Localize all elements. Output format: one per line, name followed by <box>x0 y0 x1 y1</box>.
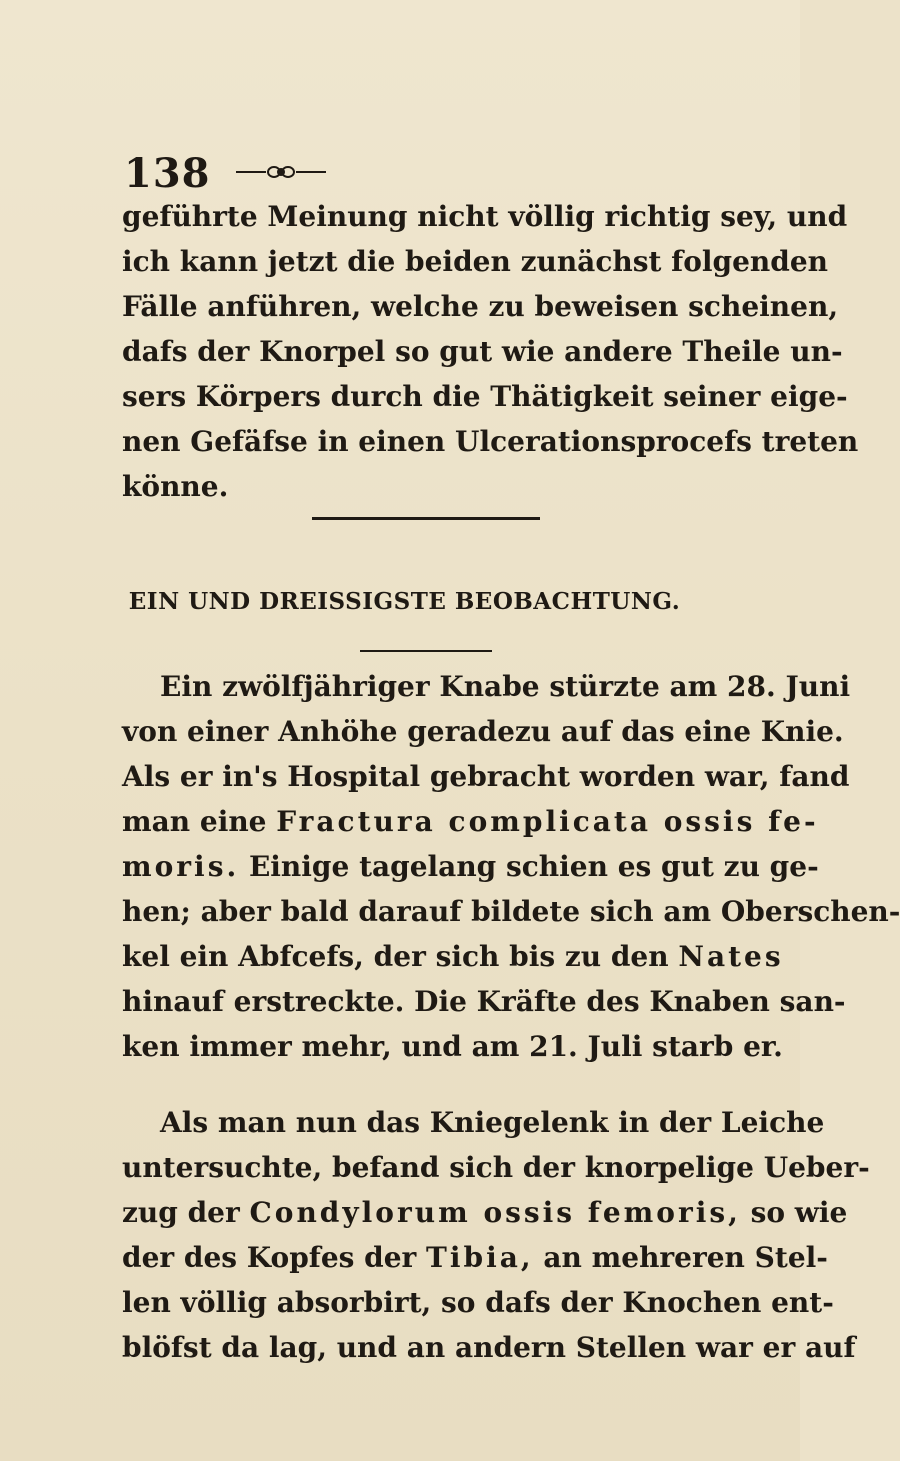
header-ornament <box>236 164 326 180</box>
latin-term: moris. <box>122 850 240 883</box>
text-line: nen Gefäfse in einen Ulcerationsprocefs treten <box>122 425 859 458</box>
text-line: hen; aber bald darauf bildete sich am Oberschen- <box>122 895 900 928</box>
text-span: Einige tagelang schien es gut zu ge- <box>239 850 819 883</box>
latin-term: Condylorum ossis femoris, <box>249 1196 741 1229</box>
text-line: ich kann jetzt die beiden zunächst folgenden <box>122 245 829 278</box>
latin-term: Tibia, <box>426 1241 534 1274</box>
text-span: der des Kopfes der <box>122 1241 427 1274</box>
text-line <box>122 934 784 979</box>
latin-term: Nates <box>678 940 784 973</box>
text-line: ken immer mehr, und am 21. Juli starb er. <box>122 1030 783 1063</box>
text-line: Fälle anführen, welche zu beweisen scheinen, <box>122 290 839 323</box>
text-line: sers Körpers durch die Thätigkeit seiner eige- <box>122 380 848 413</box>
heading-underline <box>360 650 492 652</box>
section-heading: EIN UND DREISSIGSTE BEOBACHTUNG. <box>128 588 681 615</box>
text-line <box>122 799 819 844</box>
text-line <box>122 1190 848 1235</box>
text-line: blöfst da lag, und an andern Stellen war er auf <box>122 1331 856 1364</box>
text-line: len völlig absorbirt, so dafs der Knochen ent- <box>122 1286 834 1319</box>
text-line: Als er in's Hospital gebracht worden war, fand <box>122 760 850 793</box>
text-line <box>122 844 819 889</box>
text-line <box>122 1235 828 1280</box>
text-line: untersuchte, befand sich der knorpelige Ueber- <box>122 1151 870 1184</box>
text-line: könne. <box>122 470 229 503</box>
page-number: 138 <box>124 150 211 197</box>
latin-term: Fractura complicata ossis fe- <box>276 805 819 838</box>
text-line: hinauf erstreckte. Die Kräfte des Knaben san- <box>122 985 846 1018</box>
section-divider <box>312 517 540 520</box>
text-line: Ein zwölfjähriger Knabe stürzte am 28. Juni <box>160 670 851 703</box>
text-span: kel ein Abfcefs, der sich bis zu den <box>122 940 679 973</box>
text-span: an mehreren Stel- <box>533 1241 828 1274</box>
text-line: geführte Meinung nicht völlig richtig sey, und <box>122 200 848 233</box>
text-span: man eine <box>122 805 277 838</box>
text-line: Als man nun das Kniegelenk in der Leiche <box>160 1106 825 1139</box>
text-span: zug der <box>122 1196 250 1229</box>
observation-paragraph <box>122 664 900 1069</box>
observation-paragraph <box>122 1100 870 1370</box>
paragraph-continued <box>122 194 859 509</box>
text-line: dafs der Knorpel so gut wie andere Theile un- <box>122 335 843 368</box>
text-span: so wie <box>740 1196 848 1229</box>
text-line: von einer Anhöhe geradezu auf das eine Knie. <box>122 715 844 748</box>
